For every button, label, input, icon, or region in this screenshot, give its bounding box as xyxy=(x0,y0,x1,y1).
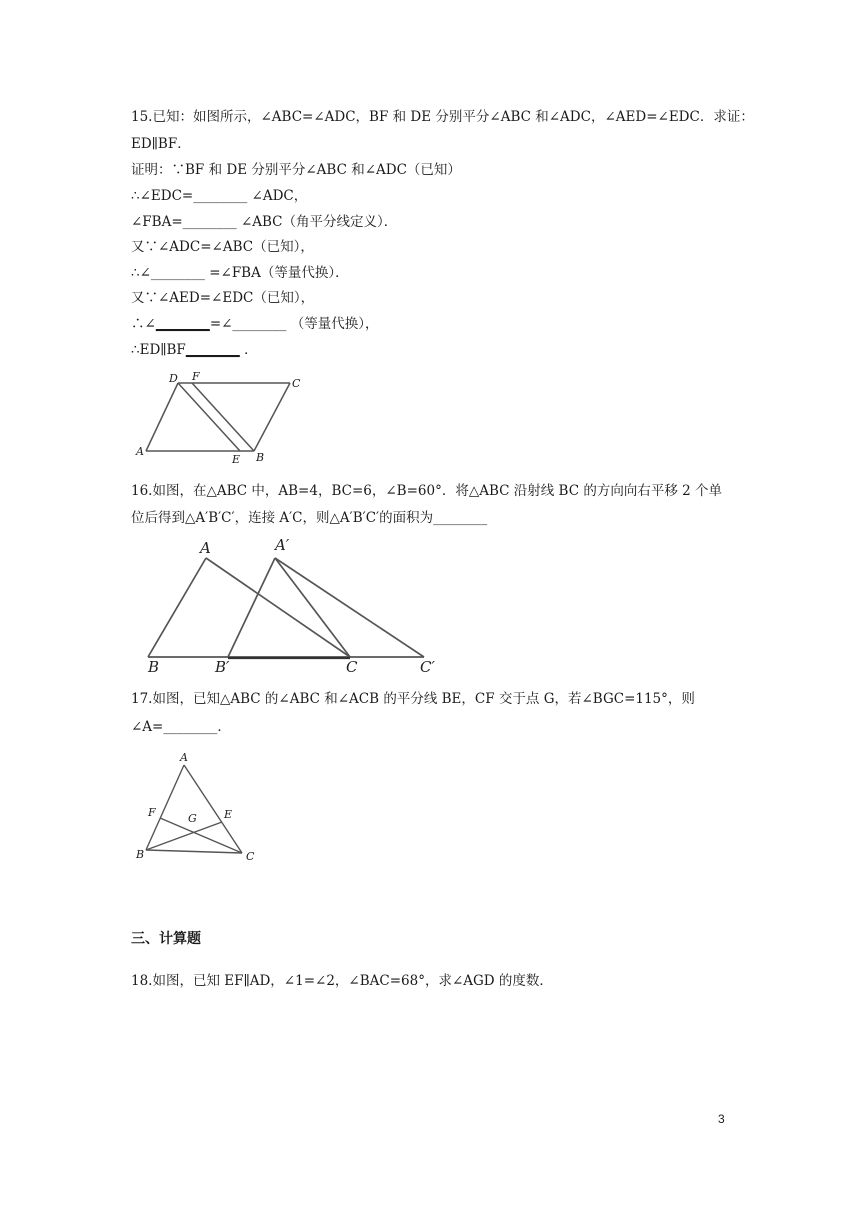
q16-line-a2b2 xyxy=(228,558,275,657)
q15-label-d: D xyxy=(169,372,178,385)
page-number: 3 xyxy=(718,1112,725,1126)
q16-line-a2c xyxy=(275,558,350,657)
q15-label-b: B xyxy=(256,451,265,464)
q15-line-9-suffix: =∠________ （等量代换）， xyxy=(209,316,379,332)
q15-line-1: 15.已知：如图所示，∠ABC=∠ADC，BF 和 DE 分别平分∠ABC 和∠ADC，∠AED=∠EDC．求证： xyxy=(131,109,754,125)
q15-label-c: C xyxy=(292,377,301,390)
q17-line-1: 17.如图，已知△ABC 的∠ABC 和∠ACB 的平分线 BE，CF 交于点 G，若∠BGC=115°，则 xyxy=(131,691,695,707)
q15-line-10-suffix: ． xyxy=(239,342,258,358)
q16-label-b: B xyxy=(148,658,160,675)
q17-label-e: E xyxy=(224,808,233,821)
q15-line-4: ∴∠EDC=________ ∠ADC， xyxy=(131,188,308,204)
q17-label-b: B xyxy=(136,848,145,861)
q15-label-a: A xyxy=(136,445,144,458)
q16-figure xyxy=(140,535,450,675)
q15-line-fb xyxy=(192,383,254,451)
q17-label-f: F xyxy=(148,806,156,819)
q16-line-1: 16.如图，在△ABC 中，AB=4，BC=6，∠B=60°．将△ABC 沿射线 BC 的方向向右平移 2 个单 xyxy=(131,483,723,499)
q17-line-ac xyxy=(184,765,242,853)
q15-label-f: F xyxy=(192,370,200,383)
q15-line-10-prefix: ∴ED∥BF xyxy=(131,342,186,358)
q15-line-cb xyxy=(254,383,290,451)
q15-line-9-blank: ________ xyxy=(155,316,210,332)
q15-line-10 xyxy=(131,340,258,360)
q15-line-2: ED∥BF． xyxy=(131,136,191,152)
q16-line-ac xyxy=(206,558,350,657)
section-heading-calculation: 三、计算题 xyxy=(131,931,201,947)
q16-line-a2c2 xyxy=(275,558,424,657)
q15-line-10-blank: ________ xyxy=(185,342,240,358)
q16-line-ab xyxy=(148,558,206,657)
q15-figure xyxy=(130,370,320,470)
q17-line-2: ∠A=________． xyxy=(131,719,231,735)
q17-label-g: G xyxy=(188,812,197,825)
q17-line-bc xyxy=(146,850,242,853)
q15-line-ad xyxy=(146,383,178,451)
q17-figure xyxy=(130,748,270,868)
q16-label-a-prime: A′ xyxy=(275,536,290,554)
q16-label-c: C xyxy=(346,658,358,675)
q18-line-1: 18.如图，已知 EF∥AD，∠1=∠2，∠BAC=68°，求∠AGD 的度数． xyxy=(131,973,553,989)
q15-line-9 xyxy=(131,314,378,334)
q15-line-9-prefix: ∴∠ xyxy=(131,316,156,332)
q15-line-3: 证明：∵BF 和 DE 分别平分∠ABC 和∠ADC（已知） xyxy=(131,162,461,178)
q16-line-2: 位后得到△A′B′C′，连接 A′C，则△A′B′C′的面积为________ xyxy=(131,510,488,526)
q15-line-de xyxy=(178,383,240,451)
q15-line-8: 又∵∠AED=∠EDC（已知）， xyxy=(131,290,315,306)
q17-label-c: C xyxy=(246,850,255,863)
q15-label-e: E xyxy=(232,453,241,466)
q15-line-5: ∠FBA=________ ∠ABC（角平分线定义）． xyxy=(131,214,398,230)
q16-label-b-prime: B′ xyxy=(215,658,230,675)
q15-line-7: ∴∠________ =∠FBA（等量代换）． xyxy=(131,265,349,281)
q16-label-a: A xyxy=(200,539,211,557)
q15-line-6: 又∵∠ADC=∠ABC（已知）， xyxy=(131,239,314,255)
q16-label-c-prime: C′ xyxy=(420,658,435,675)
q17-label-a: A xyxy=(180,751,188,764)
